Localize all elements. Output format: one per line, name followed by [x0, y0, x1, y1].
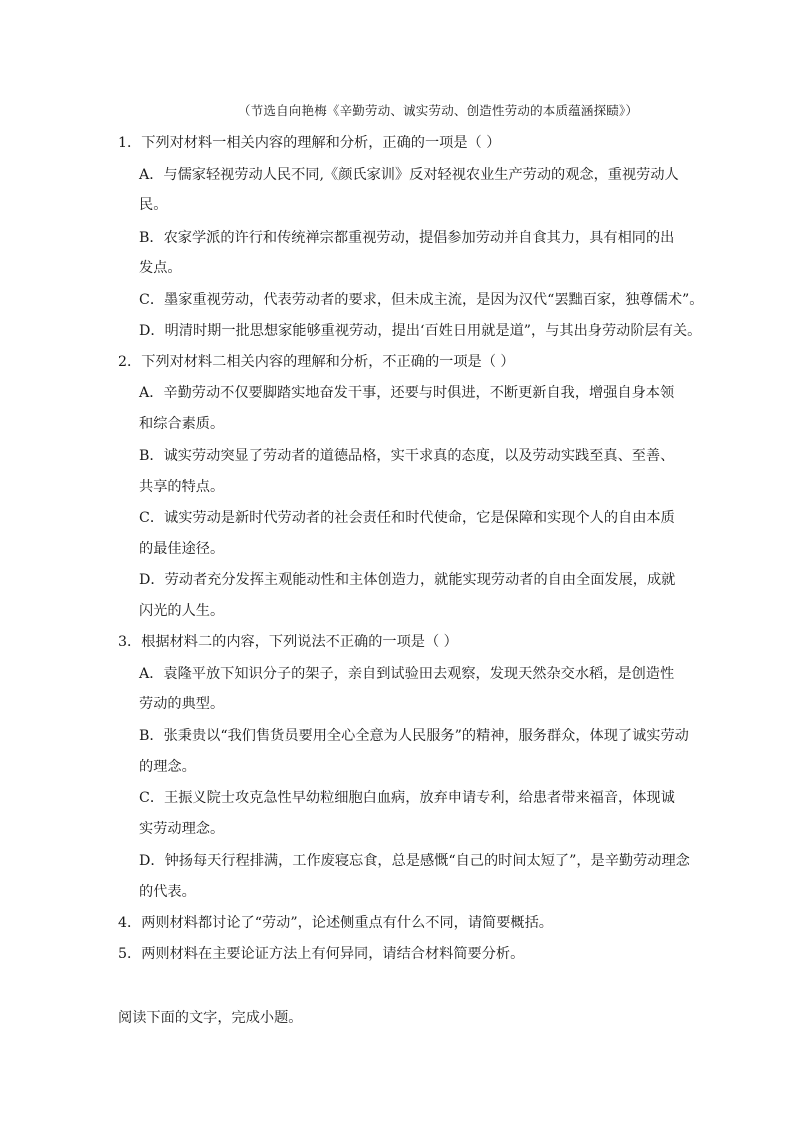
question-3-stem: 3．根据材料二的内容，下列说法不正确的一项是（ ） — [118, 634, 458, 650]
question-4-stem: 4．两则材料都讨论了“劳动”，论述侧重点有什么不同，请简要概括。 — [118, 915, 553, 931]
question-2-option-b-continued: 共享的特点。 — [139, 479, 225, 495]
question-5-stem: 5．两则材料在主要论证方法上有何异同，请结合材料简要分析。 — [118, 946, 525, 962]
question-2-option-c-continued: 的最佳途径。 — [139, 541, 225, 557]
question-1-option-b: B．农家学派的许行和传统禅宗都重视劳动，提倡参加劳动并自食其力，具有相同的出 — [139, 230, 675, 246]
question-3-option-a: A．袁隆平放下知识分子的架子，亲自到试验田去观察，发现天然杂交水稻，是创造性 — [139, 666, 675, 682]
question-3-option-c: C．王振义院士攻克急性早幼粒细胞白血病，放弃申请专利，给患者带来福音，体现诚 — [139, 790, 675, 806]
question-2-option-d: D．劳动者充分发挥主观能动性和主体创造力，就能实现劳动者的自由全面发展，成就 — [139, 572, 676, 588]
question-3-option-b: B．张秉贵以“我们售货员要用全心全意为人民服务”的精神，服务群众，体现了诚实劳动 — [139, 728, 689, 744]
question-3-option-d-continued: 的代表。 — [139, 884, 196, 900]
question-1-option-d: D．明清时期一批思想家能够重视劳动，提出‘百姓日用就是道”，与其出身劳动阶层有关。 — [139, 323, 702, 339]
section-intro: 阅读下面的文字，完成小题。 — [118, 1010, 303, 1026]
question-2-option-d-continued: 闪光的人生。 — [139, 603, 225, 619]
question-1-stem: 1．下列对材料一相关内容的理解和分析，正确的一项是（ ） — [118, 135, 501, 151]
question-2-option-b: B．诚实劳动突显了劳动者的道德品格，实干求真的态度，以及劳动实践至真、至善、 — [139, 448, 675, 464]
question-3-option-b-continued: 的理念。 — [139, 759, 196, 775]
question-1-option-a: A．与儒家轻视劳动人民不同,《颜氏家训》反对轻视农业生产劳动的观念，重视劳动人 — [139, 167, 679, 183]
question-1-option-a-continued: 民。 — [139, 197, 168, 213]
question-3-option-d: D．钟扬每天行程排满，工作废寝忘食，总是感慨“自己的时间太短了”，是辛勤劳动理念 — [139, 853, 690, 869]
question-1-option-b-continued: 发点。 — [139, 260, 182, 276]
source-citation: （节选自向艳梅《辛勤劳动、诚实劳动、创造性劳动的本质蕴涵探赜》） — [238, 103, 639, 118]
question-2-stem: 2．下列对材料二相关内容的理解和分析，不正确的一项是（ ） — [118, 354, 515, 370]
question-3-option-a-continued: 劳动的典型。 — [139, 696, 225, 712]
question-2-option-a: A．辛勤劳动不仅要脚踏实地奋发干事，还要与时俱进，不断更新自我，增强自身本领 — [139, 385, 675, 401]
question-2-option-c: C．诚实劳动是新时代劳动者的社会责任和时代使命，它是保障和实现个人的自由本质 — [139, 510, 675, 526]
question-1-option-c: C．墨家重视劳动，代表劳动者的要求，但未成主流，是因为汉代“罢黜百家，独尊儒术”。 — [139, 292, 704, 308]
question-2-option-a-continued: 和综合素质。 — [139, 416, 225, 432]
question-3-option-c-continued: 实劳动理念。 — [139, 821, 225, 837]
